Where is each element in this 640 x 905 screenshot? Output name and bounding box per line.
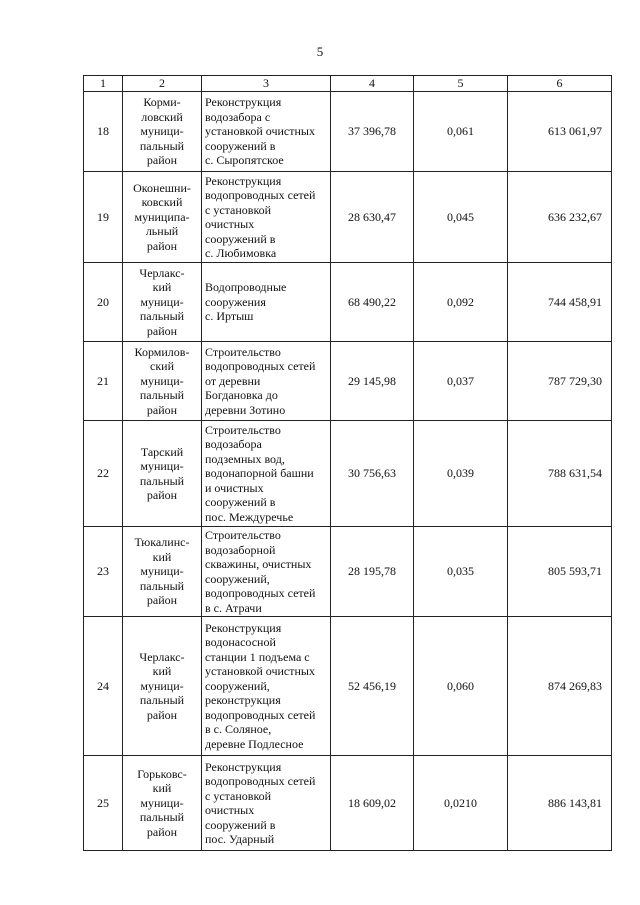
row-number: 23 — [84, 527, 123, 617]
object-cell: Реконструкция водозабора с установкой очистных сооружений в с. Сыропятское — [202, 92, 331, 172]
district-cell: Оконешни- ковский муниципа- льный район — [123, 172, 202, 263]
object-cell: Реконструкция водопроводных сетей с установкой очистных сооружений в пос. Ударный — [202, 756, 331, 851]
col4-cell: 37 396,78 — [331, 92, 414, 172]
table-row — [84, 263, 612, 342]
table-row — [84, 342, 612, 421]
table-row — [84, 527, 612, 617]
district-cell: Черлакс- кий муници- пальный район — [123, 263, 202, 342]
header-cell-2: 2 — [123, 76, 202, 92]
col4-cell: 52 456,19 — [331, 617, 414, 756]
object-cell: Строительство водозаборной скважины, очистных сооружений, водопроводных сетей в с. Атрачи — [202, 527, 331, 617]
col4-cell: 28 195,78 — [331, 527, 414, 617]
district-cell: Кормилов- ский муници- пальный район — [123, 342, 202, 421]
col5-cell: 0,0210 — [414, 756, 508, 851]
col5-cell: 0,039 — [414, 421, 508, 527]
header-cell-4: 4 — [331, 76, 414, 92]
col5-cell: 0,061 — [414, 92, 508, 172]
col6-cell: 886 143,81 — [508, 756, 612, 851]
col4-cell: 30 756,63 — [331, 421, 414, 527]
header-cell-5: 5 — [414, 76, 508, 92]
table-row — [84, 92, 612, 172]
col6-cell: 805 593,71 — [508, 527, 612, 617]
object-cell: Реконструкция водопроводных сетей с установкой очистных сооружений в с. Любимовка — [202, 172, 331, 263]
district-cell: Горьковс- кий муници- пальный район — [123, 756, 202, 851]
col6-cell: 787 729,30 — [508, 342, 612, 421]
object-cell: Строительство водозабора подземных вод, водонапорной башни и очистных сооружений в пос. Междуречье — [202, 421, 331, 527]
data-table — [83, 75, 612, 851]
object-cell: Строительство водопроводных сетей от деревни Богдановка до деревни Зотино — [202, 342, 331, 421]
col6-cell: 874 269,83 — [508, 617, 612, 756]
table-row — [84, 421, 612, 527]
col5-cell: 0,060 — [414, 617, 508, 756]
col5-cell: 0,037 — [414, 342, 508, 421]
row-number: 22 — [84, 421, 123, 527]
header-cell-3: 3 — [202, 76, 331, 92]
col6-cell: 636 232,67 — [508, 172, 612, 263]
col4-cell: 28 630,47 — [331, 172, 414, 263]
col6-cell: 744 458,91 — [508, 263, 612, 342]
district-cell: Тюкалинс- кий муници- пальный район — [123, 527, 202, 617]
row-number: 19 — [84, 172, 123, 263]
col6-cell: 788 631,54 — [508, 421, 612, 527]
row-number: 21 — [84, 342, 123, 421]
header-cell-6: 6 — [508, 76, 612, 92]
col4-cell: 18 609,02 — [331, 756, 414, 851]
table-row — [84, 756, 612, 851]
district-cell: Корми- ловский муници- пальный район — [123, 92, 202, 172]
row-number: 24 — [84, 617, 123, 756]
col5-cell: 0,045 — [414, 172, 508, 263]
row-number: 25 — [84, 756, 123, 851]
header-row — [84, 76, 612, 92]
row-number: 20 — [84, 263, 123, 342]
table-row — [84, 617, 612, 756]
col5-cell: 0,035 — [414, 527, 508, 617]
district-cell: Тарский муници- пальный район — [123, 421, 202, 527]
table-row — [84, 172, 612, 263]
object-cell: Реконструкция водонасосной станции 1 подъема с установкой очистных сооружений, реконструкция водопроводных сетей в с. Соляное, деревне Подлесное — [202, 617, 331, 756]
col4-cell: 29 145,98 — [331, 342, 414, 421]
col5-cell: 0,092 — [414, 263, 508, 342]
row-number: 18 — [84, 92, 123, 172]
col6-cell: 613 061,97 — [508, 92, 612, 172]
header-cell-1: 1 — [84, 76, 123, 92]
district-cell: Черлакс- кий муници- пальный район — [123, 617, 202, 756]
page-number: 5 — [316, 44, 324, 59]
col4-cell: 68 490,22 — [331, 263, 414, 342]
object-cell: Водопроводные сооружения с. Иртыш — [202, 263, 331, 342]
